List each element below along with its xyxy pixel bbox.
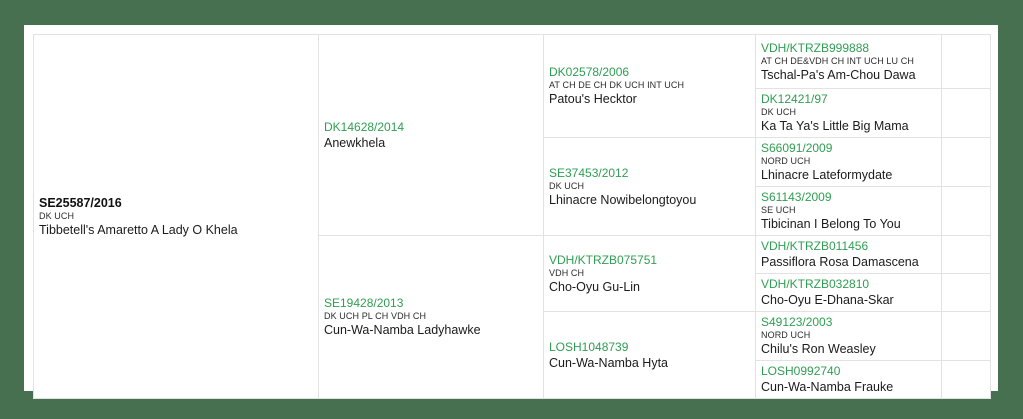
empty-cell bbox=[942, 236, 991, 274]
registration-number-link[interactable]: DK14628/2014 bbox=[324, 119, 405, 134]
dog-name: Lhinacre Lateformydate bbox=[761, 168, 893, 182]
dog-name: Chilu's Ron Weasley bbox=[761, 342, 876, 356]
table-row bbox=[34, 35, 991, 89]
registration-number-link[interactable]: SE37453/2012 bbox=[549, 165, 629, 180]
champion-titles: NORD UCH bbox=[761, 330, 811, 340]
great-grandparent-cell bbox=[756, 274, 942, 312]
dog-name: Ka Ta Ya's Little Big Mama bbox=[761, 119, 909, 133]
champion-titles: DK UCH bbox=[39, 210, 75, 221]
great-grandparent-cell bbox=[756, 312, 942, 361]
dog-name: Cho-Oyu E-Dhana-Skar bbox=[761, 293, 894, 307]
dog-name: Cun-Wa-Namba Frauke bbox=[761, 380, 894, 394]
granddam-cell bbox=[544, 138, 756, 236]
registration-number-link[interactable]: DK02578/2006 bbox=[549, 65, 630, 79]
great-grandparent-cell bbox=[756, 35, 942, 89]
dog-name: Tibbetell's Amaretto A Lady O Khela bbox=[39, 222, 238, 237]
champion-titles: AT CH DE CH DK UCH INT UCH bbox=[549, 80, 685, 90]
empty-cell bbox=[942, 35, 991, 89]
dog-name: Patou's Hecktor bbox=[549, 92, 637, 106]
empty-cell bbox=[942, 89, 991, 138]
registration-number-link[interactable]: LOSH1048739 bbox=[549, 339, 629, 354]
pedigree-table bbox=[33, 34, 991, 399]
champion-titles: DK UCH bbox=[549, 180, 585, 191]
empty-cell bbox=[942, 138, 991, 187]
dam-cell bbox=[319, 236, 544, 399]
dog-name: Cun-Wa-Namba Hyta bbox=[549, 355, 669, 370]
empty-cell bbox=[942, 312, 991, 361]
sire-cell bbox=[319, 35, 544, 236]
registration-number-link[interactable]: SE19428/2013 bbox=[324, 296, 404, 310]
dog-name: Cho-Oyu Gu-Lin bbox=[549, 279, 641, 294]
pedigree-page bbox=[24, 25, 998, 394]
registration-number-link[interactable]: DK12421/97 bbox=[761, 92, 828, 106]
empty-cell bbox=[942, 361, 991, 399]
great-grandparent-cell bbox=[756, 187, 942, 236]
great-grandparent-cell bbox=[756, 89, 942, 138]
subject-dog-cell bbox=[34, 35, 319, 399]
champion-titles: SE UCH bbox=[761, 205, 796, 215]
dog-name: Anewkhela bbox=[324, 135, 386, 150]
dog-name: Tschal-Pa's Am-Chou Dawa bbox=[761, 67, 916, 82]
registration-number-link[interactable]: VDH/KTRZB032810 bbox=[761, 277, 870, 291]
dog-name: Tibicinan I Belong To You bbox=[761, 217, 901, 231]
registration-number-link[interactable]: VDH/KTRZB011456 bbox=[761, 239, 869, 253]
dog-name: Cun-Wa-Namba Ladyhawke bbox=[324, 323, 481, 337]
grandsire-cell bbox=[544, 35, 756, 138]
dog-name: Passiflora Rosa Damascena bbox=[761, 255, 919, 269]
champion-titles: NORD UCH bbox=[761, 156, 811, 166]
grandsire-cell bbox=[544, 236, 756, 312]
empty-cell bbox=[942, 274, 991, 312]
granddam-cell bbox=[544, 312, 756, 399]
registration-number-link[interactable]: LOSH0992740 bbox=[761, 364, 841, 378]
empty-cell bbox=[942, 187, 991, 236]
registration-number-link[interactable]: VDH/KTRZB075751 bbox=[549, 252, 658, 267]
registration-number-link[interactable]: S49123/2003 bbox=[761, 315, 833, 329]
great-grandparent-cell bbox=[756, 361, 942, 399]
champion-titles: DK UCH PL CH VDH CH bbox=[324, 311, 427, 321]
registration-number-link[interactable]: S61143/2009 bbox=[761, 190, 832, 204]
champion-titles: DK UCH bbox=[761, 107, 797, 117]
dog-name: Lhinacre Nowibelongtoyou bbox=[549, 192, 697, 207]
registration-number-link[interactable]: VDH/KTRZB999888 bbox=[761, 40, 870, 55]
subject-registration-number: SE25587/2016 bbox=[39, 195, 122, 210]
great-grandparent-cell bbox=[756, 138, 942, 187]
champion-titles: AT CH DE&VDH CH INT UCH LU CH bbox=[761, 55, 914, 66]
registration-number-link[interactable]: S66091/2009 bbox=[761, 141, 833, 155]
champion-titles: VDH CH bbox=[549, 267, 585, 278]
great-grandparent-cell bbox=[756, 236, 942, 274]
